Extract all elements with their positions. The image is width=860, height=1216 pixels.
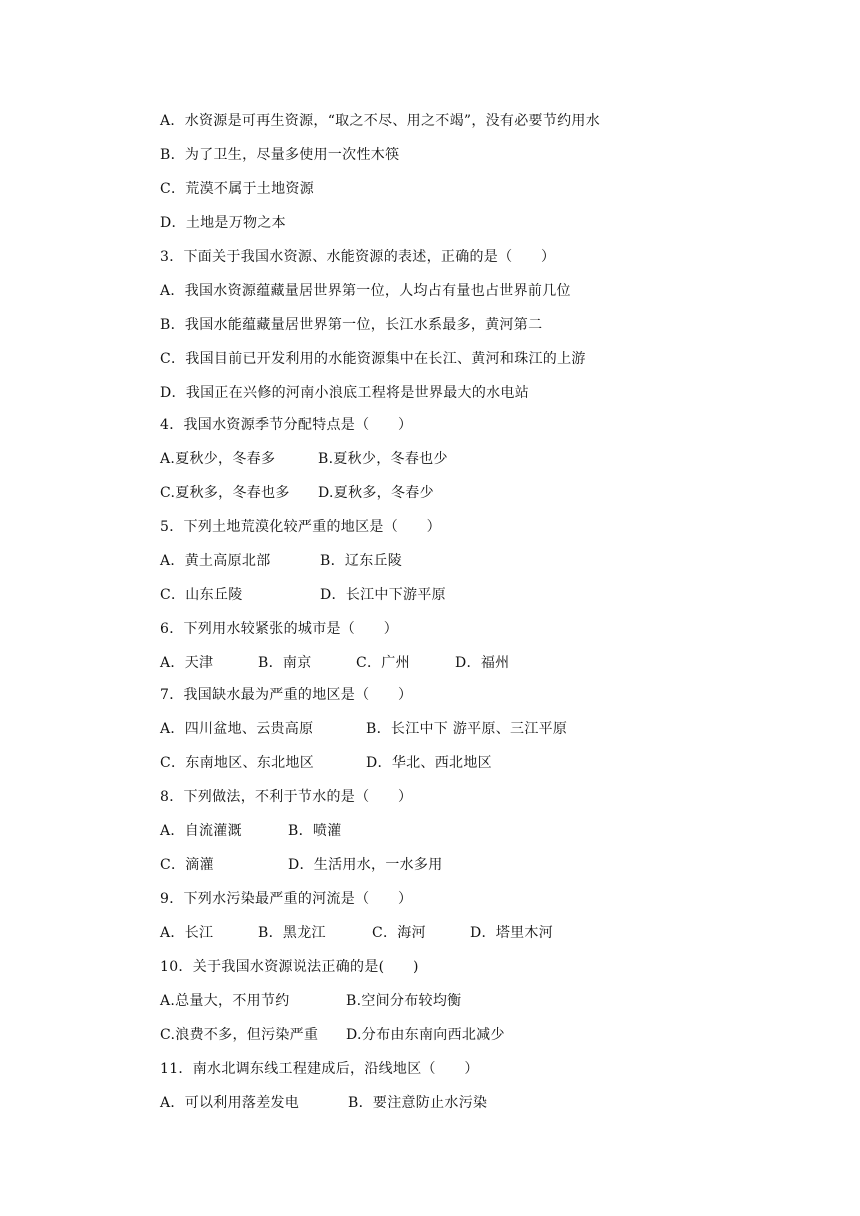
option-text: A．水资源是可再生资源，“取之不尽、用之不竭”，没有必要节约用水	[160, 113, 601, 129]
option-row	[160, 719, 760, 739]
option-text: A．长江	[160, 925, 214, 941]
option-text: B．黑龙江	[258, 925, 326, 941]
option-row	[160, 1025, 760, 1045]
option-text: C．海河	[372, 925, 426, 941]
option-row	[160, 1093, 760, 1113]
option-text: B．南京	[258, 655, 312, 671]
option-text: C．广州	[356, 655, 410, 671]
question-9: 9．下列水污染最严重的河流是（ ）	[160, 891, 413, 907]
question-3: 3．下面关于我国水资源、水能资源的表述，正确的是（ ）	[160, 249, 556, 265]
option-row	[160, 991, 760, 1011]
option-row	[160, 821, 760, 841]
option-text: D.分布由东南向西北减少	[346, 1027, 505, 1043]
option-text: B．辽东丘陵	[320, 553, 403, 569]
option-text: C．荒漠不属于土地资源	[160, 181, 315, 197]
question-10: 10．关于我国水资源说法正确的是( )	[160, 959, 419, 975]
option-text: B.空间分布较均衡	[346, 993, 462, 1009]
option-text: D．我国正在兴修的河南小浪底工程将是世界最大的水电站	[160, 385, 530, 401]
option-text: B．喷灌	[288, 823, 342, 839]
option-text: A．自流灌溉	[160, 823, 242, 839]
option-text: D．生活用水，一水多用	[288, 857, 443, 873]
option-text: B．我国水能蕴藏量居世界第一位，长江水系最多，黄河第二	[160, 317, 543, 333]
option-row	[160, 551, 760, 571]
option-row	[160, 483, 760, 503]
option-row	[160, 855, 760, 875]
option-row	[160, 585, 760, 605]
option-text: D．福州	[455, 655, 510, 671]
option-text: D．土地是万物之本	[160, 215, 286, 231]
option-text: C．我国目前已开发利用的水能资源集中在长江、黄河和珠江的上游	[160, 351, 586, 367]
question-4: 4．我国水资源季节分配特点是（ ）	[160, 417, 413, 433]
question-11: 11．南水北调东线工程建成后，沿线地区（ ）	[160, 1061, 479, 1077]
option-text: A．四川盆地、云贵高原	[160, 721, 314, 737]
question-5: 5．下列土地荒漠化较严重的地区是（ ）	[160, 519, 441, 535]
option-text: B．为了卫生，尽量多使用一次性木筷	[160, 147, 400, 163]
question-8: 8．下列做法，不利于节水的是（ ）	[160, 789, 413, 805]
option-text: B.夏秋少，冬春也少	[318, 451, 448, 467]
option-text: B．要注意防止水污染	[348, 1095, 488, 1111]
option-text: A.夏秋少，冬春多	[160, 451, 276, 467]
option-text: C．东南地区、东北地区	[160, 755, 315, 771]
option-text: C．山东丘陵	[160, 587, 243, 603]
option-text: C.浪费不多，但污染严重	[160, 1027, 319, 1043]
option-text: C.夏秋多，冬春也多	[160, 485, 290, 501]
option-row	[160, 753, 760, 773]
option-text: D．华北、西北地区	[366, 755, 492, 771]
option-text: C．滴灌	[160, 857, 214, 873]
option-text: A．天津	[160, 655, 214, 671]
option-text: A.总量大，不用节约	[160, 993, 290, 1009]
question-7: 7．我国缺水最为严重的地区是（ ）	[160, 687, 413, 703]
option-text: B．长江中下 游平原、三江平原	[366, 721, 568, 737]
option-text: D.夏秋多，冬春少	[318, 485, 434, 501]
option-text: A．我国水资源蕴藏量居世界第一位，人均占有量也占世界前几位	[160, 283, 571, 299]
option-text: A．可以利用落差发电	[160, 1095, 300, 1111]
option-row	[160, 923, 760, 943]
option-text: D．塔里木河	[470, 925, 554, 941]
option-row	[160, 653, 760, 673]
option-text: A．黄土高原北部	[160, 553, 271, 569]
option-row	[160, 449, 760, 469]
question-6: 6．下列用水较紧张的城市是（ ）	[160, 621, 399, 637]
option-text: D．长江中下游平原	[320, 587, 446, 603]
